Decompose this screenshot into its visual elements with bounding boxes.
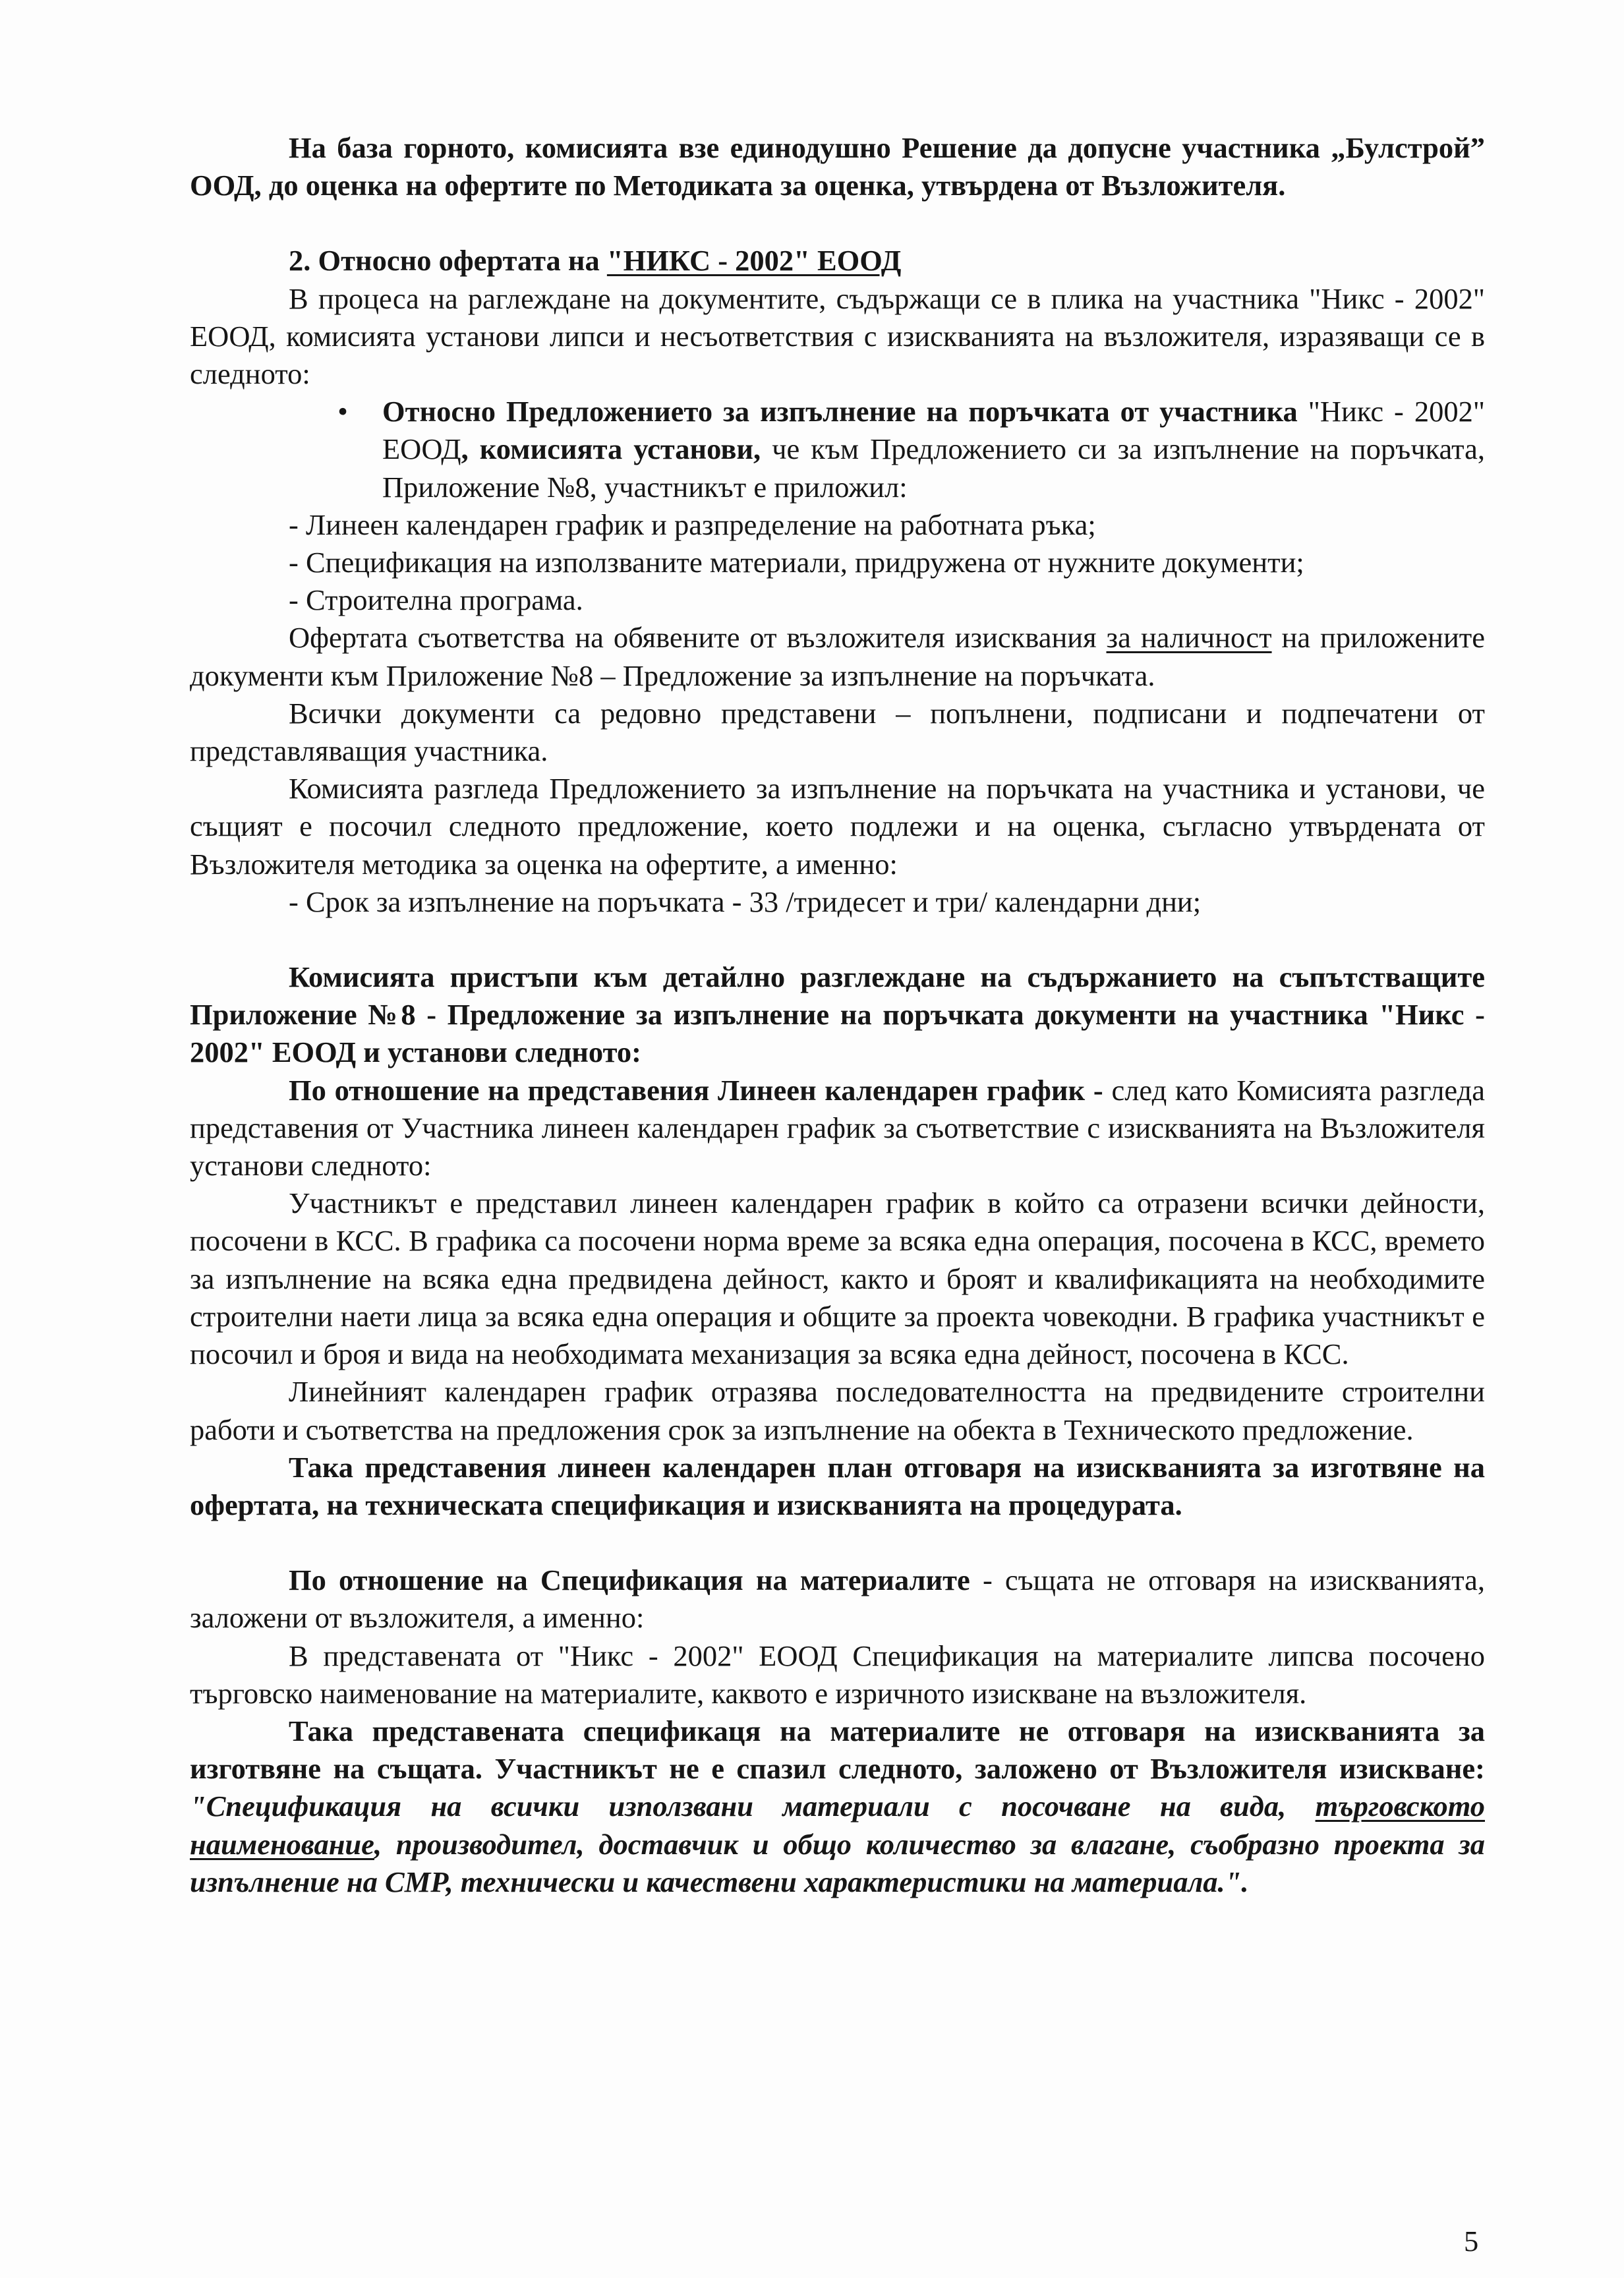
document-body xyxy=(190,129,1485,1901)
spacer xyxy=(190,1524,1485,1562)
list-item: - Спецификация на използваните материали, придружена от нужните документи; xyxy=(289,546,1304,579)
materials-bold-lead: По отношение на Спецификация на материалите xyxy=(289,1563,970,1597)
bullet-rest: че към Предложението си за изпълнение на поръчката, Приложение №8, участникът е приложил: xyxy=(382,432,1485,504)
requirement-quote-b: , производител, доставчик и общо количество за влагане, съобразно проекта за изпълнение на СМР, технически и качествени характеристики на материала.". xyxy=(190,1827,1485,1898)
page-number: 5 xyxy=(1464,2225,1479,2258)
spacer xyxy=(190,921,1485,958)
materials-text: - същата не отговаря на изискванията, заложени от възложителя, а именно: xyxy=(190,1563,1485,1635)
list-item: - Строителна програма. xyxy=(289,583,583,617)
documents-paragraph: Всички документи са редовно представени – попълнени, подписани и подпечатени от представляващия участника. xyxy=(190,696,1485,768)
schedule-conclusion-paragraph: Така представения линеен календарен план отговаря на изискванията за изготвяне на офертата, на техническата спецификация и изискванията на процедурата. xyxy=(190,1450,1485,1521)
schedule-details-paragraph: Участникът е представил линеен календарен график в който са отразени всички дейности, посочени в КСС. В графика са посочени норма време за всяка една операция, посочена в КСС, времето за изпълнение на всяка една предвидена дейност, както и броят и квалификацията на необходимите строителни наети лица за всяка една операция и общите за проекта човекодни. В графика участникът е посочил и броя и вида на необходимата механизация за всяка една дейност, посочена в КСС. xyxy=(190,1186,1485,1371)
section-heading-participant: "НИКС - 2002" ЕООД xyxy=(606,244,902,277)
review-intro-paragraph: В процеса на раглеждане на документите, съдържащи се в плика на участника "Никс - 2002" ЕООД, комисията установи липси и несъответствия с изискванията на възложителя, изразяващи се в следното: xyxy=(190,281,1485,391)
compliance-text-b: на приложените документи към Приложение №8 – Предложение за изпълнение на поръчката. xyxy=(190,621,1485,692)
list-item: - Линеен календарен график и разпределение на работната ръка; xyxy=(289,508,1096,541)
schedule-bold-lead: По отношение на представения Линеен календарен график - xyxy=(289,1073,1103,1107)
spacer xyxy=(190,204,1485,242)
section-heading-lead: 2. Относно офертата на xyxy=(289,244,607,277)
detailed-review-paragraph: Комисията пристъпи към детайлно разглеждане на съдържанието на съпътстващите Приложение №8 - Предложение за изпълнение на поръчката документи на участника "Никс - 2002" ЕООД и установи следното: xyxy=(190,960,1485,1069)
decision-paragraph: На база горното, комисията взе единодушно Решение да допусне участника „Булстрой” ООД, до оценка на офертите по Методиката за оценка, утвърдена от Възложителя. xyxy=(190,131,1485,202)
compliance-paragraph xyxy=(190,619,1485,694)
compliance-underlined: за наличност xyxy=(1106,621,1272,655)
bullet-participant: "Никс - 2002" ЕООД xyxy=(382,395,1485,466)
requirement-quote-a: "Спецификация на всички използвани материали с посочване на вида, xyxy=(190,1790,1316,1823)
deadline-item: - Срок за изпълнение на поръчката - 33 /тридесет и три/ календарни дни; xyxy=(289,885,1202,918)
materials-conclusion-bold: Така представената спецификаця на материалите не отговаря на изискванията за изготвяне на същата. Участникът не е спазил следното, заложено от Възложителя изискване: xyxy=(190,1714,1485,1786)
schedule-sequence-paragraph: Линейният календарен график отразява последователността на предвидените строителни работи и съответства на предложения срок за изпълнение на обекта в Техническото предложение. xyxy=(190,1375,1485,1446)
compliance-text-a: Офертата съответства на обявените от възложителя изисквания xyxy=(289,621,1107,655)
bullet-item xyxy=(190,393,1485,506)
bullet-bold-finding: , комисията установи, xyxy=(461,432,761,466)
requirement-quote-underlined: търговското наименование xyxy=(190,1790,1485,1861)
schedule-paragraph xyxy=(190,1072,1485,1185)
proposal-paragraph: Комисията разгледа Предложението за изпълнение на поръчката на участника и установи, че същият е посочил следното предложение, което подлежи и на оценка, съгласно утвърдената от Възложителя методика за оценка на офертите, а именно: xyxy=(190,772,1485,881)
bullet-icon: • xyxy=(337,395,348,428)
bullet-text xyxy=(382,393,1485,506)
materials-paragraph xyxy=(190,1562,1485,1637)
bullet-bold-lead: Относно Предложението за изпълнение на поръчката от участника xyxy=(382,395,1298,428)
schedule-text: след като Комисията разгледа представения от Участника линеен календарен график за съответствие с изискванията на Възложителя установи следното: xyxy=(190,1073,1485,1183)
materials-conclusion-paragraph xyxy=(190,1712,1485,1901)
section-heading xyxy=(190,242,1485,279)
materials-details-paragraph: В представената от "Никс - 2002" ЕООД Спецификация на материалите липсва посочено търговско наименование на материалите, каквото е изричното изискване на възложителя. xyxy=(190,1639,1485,1710)
